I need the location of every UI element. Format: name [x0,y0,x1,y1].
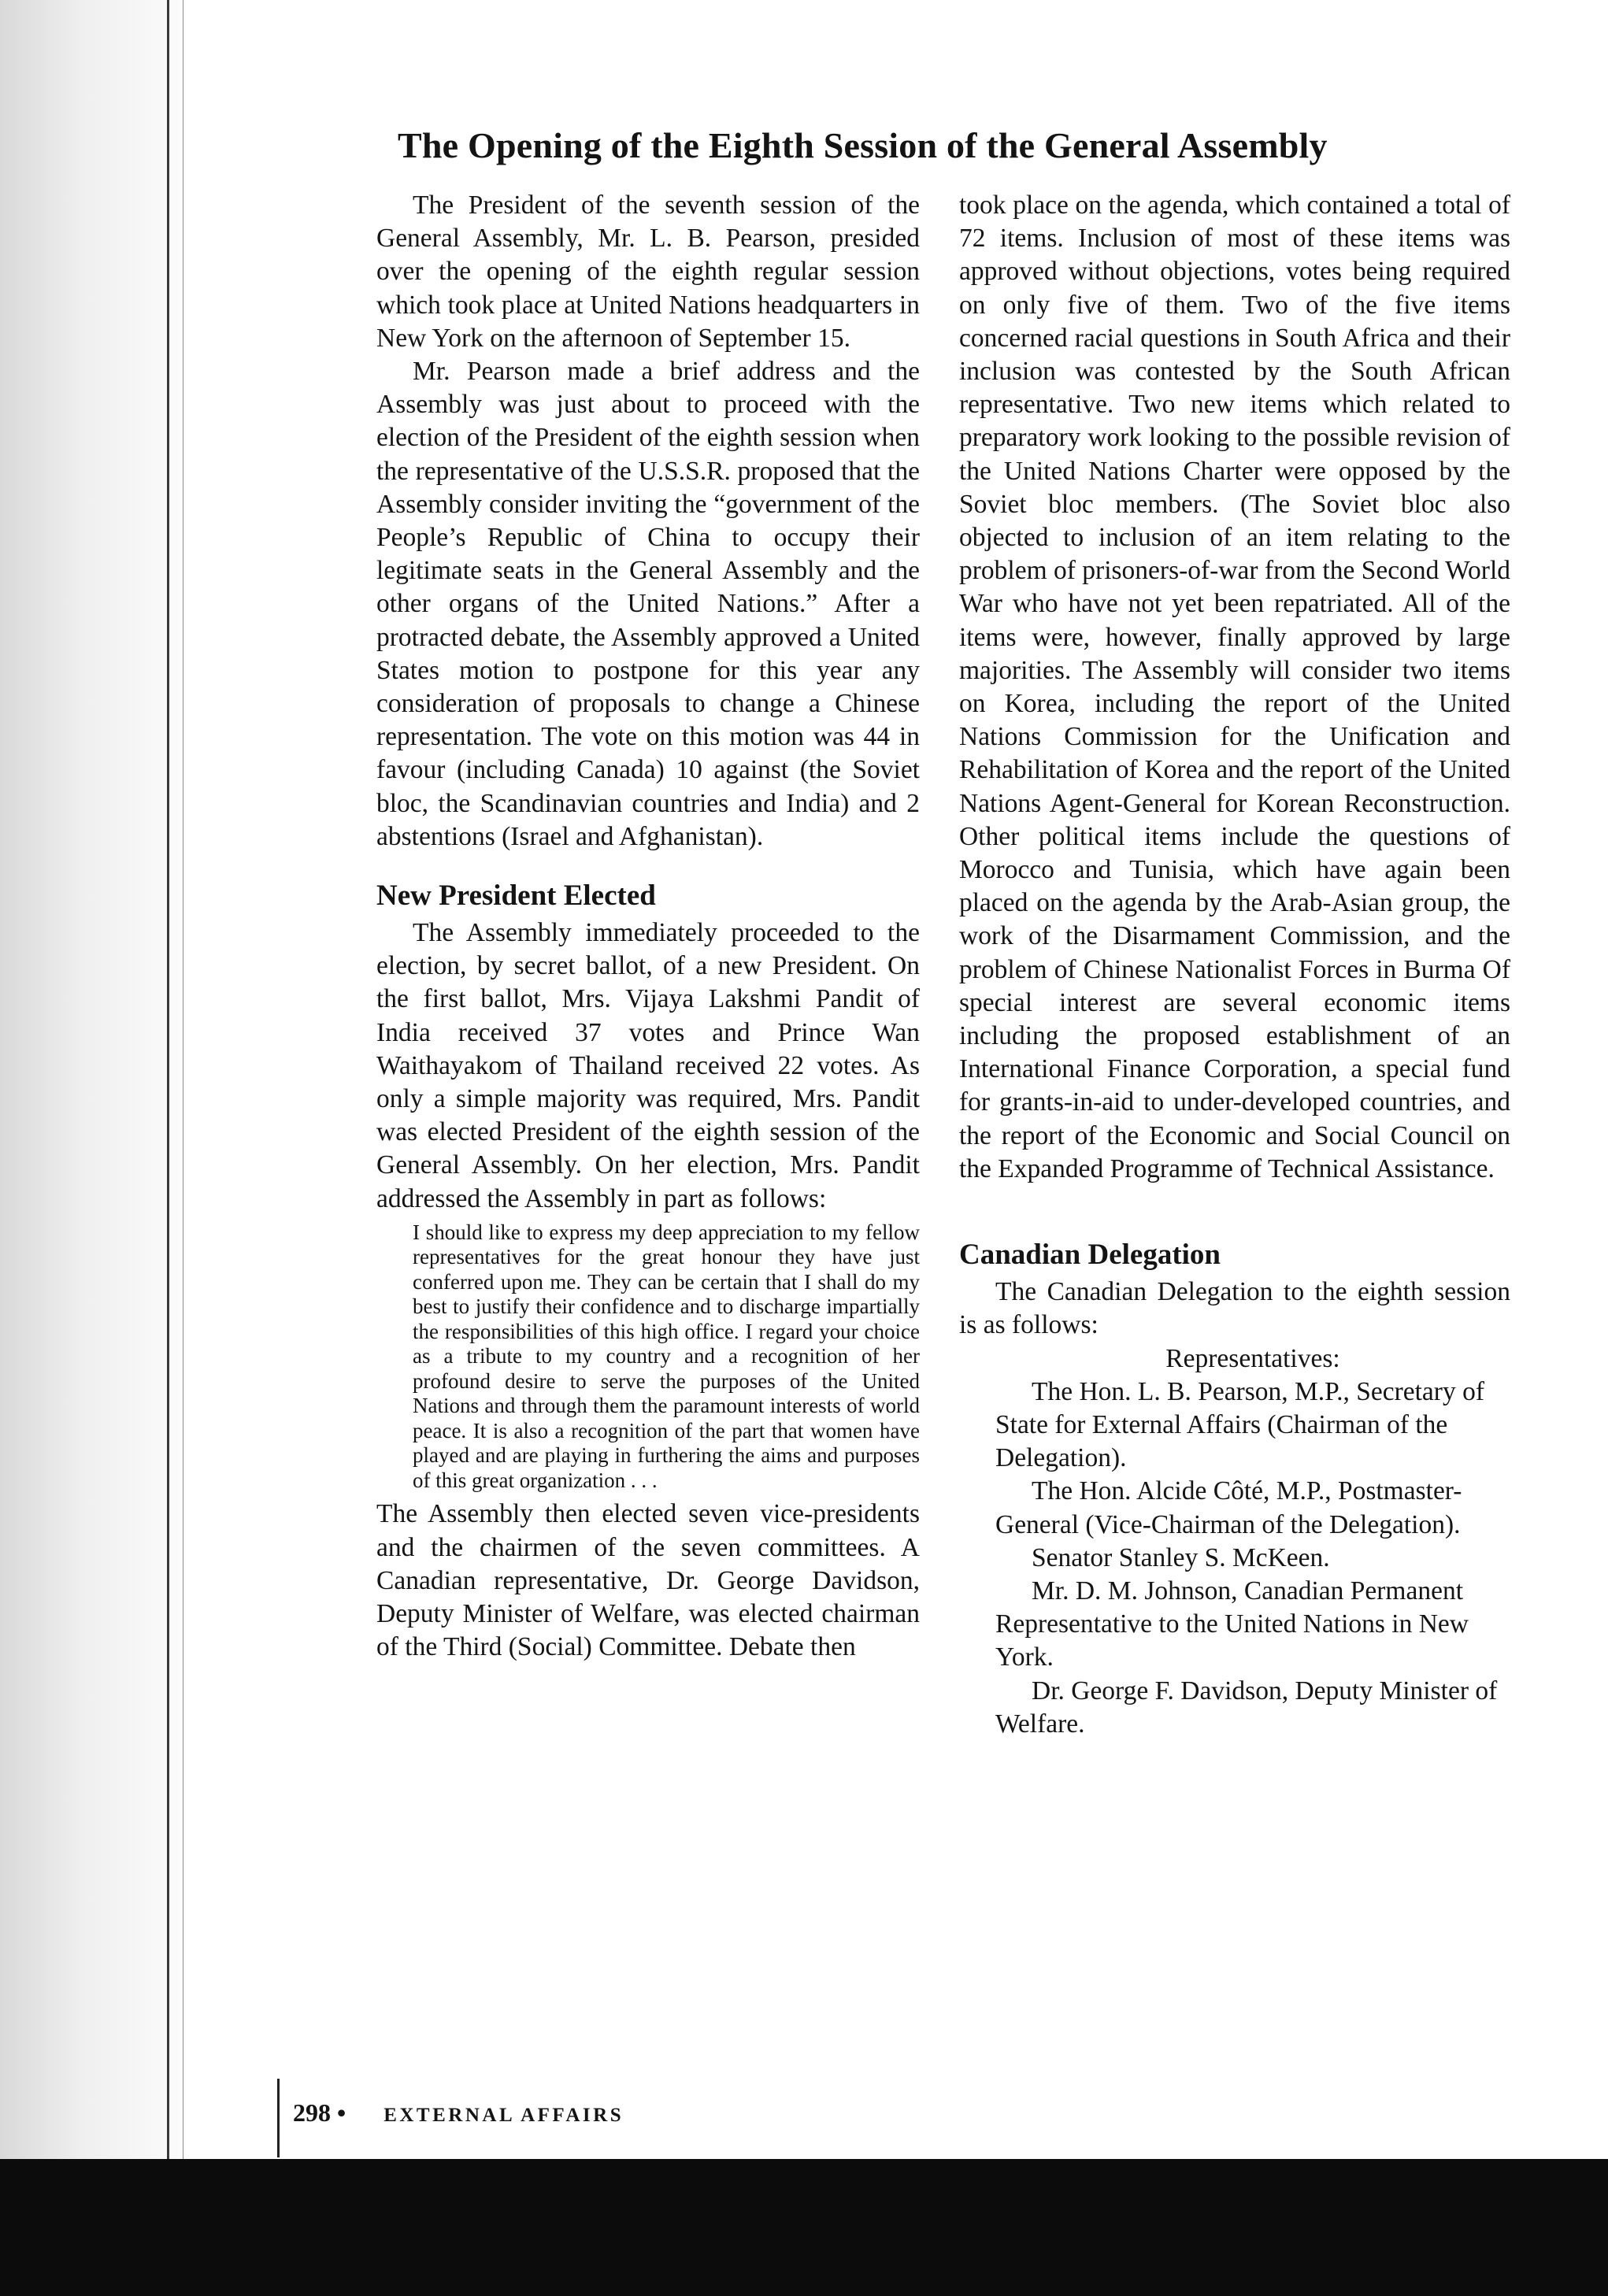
paragraph: The Assembly immediately proceeded to the election, by secret ballot, of a new President. On the first ballot, Mrs. Vijaya Lakshmi Pandit of India received 37 votes and Prince Wan Waithayakom of Thailand received 22 votes. As only a simple majority was required, Mrs. Pandit was elected President of the eighth session of the General Assembly. On her election, Mrs. Pandit addressed the Assembly in part as follows: [376,918,920,1213]
scan-bottom-edge [0,2159,1608,2296]
delegation-member: Senator Stanley S. McKeen. [1032,1542,1330,1572]
binding-fold-line [167,0,169,2296]
section-heading-canadian-delegation: Canadian Delegation [959,1239,1221,1272]
footer-rule [277,2079,280,2157]
right-column [959,189,1510,1741]
delegation-member: Dr. George F. Davidson, Deputy Minister of Welfare. [995,1676,1498,1739]
delegation-member: The Hon. Alcide Côté, M.P., Postmaster-General (Vice-Chairman of the Delegation). [995,1476,1462,1539]
delegation-member: The Hon. L. B. Pearson, M.P., Secretary of State for External Affairs (Chairman of the Delegation). [995,1376,1484,1473]
section-heading-new-president: New President Elected [376,880,656,913]
paragraph: Mr. Pearson made a brief address and the Assembly was just about to proceed with the election of the President of the eighth session when the representative of the U.S.S.R. proposed that the Assembly consider inviting the “government of the People’s Republic of China to occupy their legitimate seats in the General Assembly and the other organs of the United Nations.” After a protracted debate, the Assembly approved a United States motion to postpone for this year any consideration of proposals to change a Chinese representation. The vote on this motion was 44 in favour (including Canada) 10 against (the Soviet bloc, the Scandinavian countries and India) and 2 abstentions (Israel and Afghanistan). [376,357,920,851]
delegation-member: Mr. D. M. Johnson, Canadian Permanent Representative to the United Nations in New York. [995,1576,1469,1672]
page-number: 298 [293,2098,331,2127]
page-footer [293,2098,624,2128]
block-quote: I should like to express my deep appreciation to my fellow representatives for the great honour they have just conferred upon me. They can be certain that I shall do my best to justify their confidence and to discharge impartially the responsibilities of this high office. I regard your choice as a tribute to my country and a recognition of her profound desire to serve the purposes of the United Nations and through them the paramount interests of world peace. It is also a recognition of the part that women have played and are playing in furthering the aims and purposes of this great organization . . . [413,1220,920,1492]
representatives-heading: Representatives: [1165,1343,1340,1373]
paragraph: The Assembly then elected seven vice-presidents and the chairmen of the seven committees. A Canadian representative, Dr. George Davidson, Deputy Minister of Welfare, was elected chairman of the Third (Social) Committee. Debate then [376,1499,920,1662]
paragraph: took place on the agenda, which contained a total of 72 items. Inclusion of most of these items was approved without objections, votes being required on only five of them. Two of the five items concerned racial questions in South Africa and their inclusion was contested by the South African representative. Two new items which related to preparatory work looking to the possible revision of the United Nations Charter were opposed by the Soviet bloc members. (The Soviet bloc also objected to inclusion of an item relating to the problem of prisoners-of-war from the Second World War who have not yet been repatriated. All of the items were, however, finally approved by large majorities. The Assembly will consider two items on Korea, including the report of the United Nations Commission for the Unification and Rehabilitation of Korea and the report of the United Nations Agent-General for Korean Reconstruction. Other political items include the questions of Morocco and Tunisia, which have again been placed on the agenda by the Arab-Asian group, the work of the Disarmament Commission, and the problem of Chinese Nationalist Forces in Burma Of special interest are several economic items including the proposed establishment of an International Finance Corporation, a special fund for grants-in-aid to under-developed countries, and the report of the Economic and Social Council on the Expanded Programme of Technical Assistance. [959,191,1510,1183]
paragraph: The Canadian Delegation to the eighth session is as follows: [959,1277,1510,1340]
left-column [376,189,920,1664]
footer-separator: • [337,2098,346,2127]
binding-margin [0,0,181,2296]
journal-name: EXTERNAL AFFAIRS [383,2105,624,2126]
paragraph: The President of the seventh session of the General Assembly, Mr. L. B. Pearson, presided over the opening of the eighth regular session which took place at United Nations headquarters in New York on the afternoon of September 15. [376,191,920,353]
article-title: The Opening of the Eighth Session of the General Assembly [398,125,1328,165]
